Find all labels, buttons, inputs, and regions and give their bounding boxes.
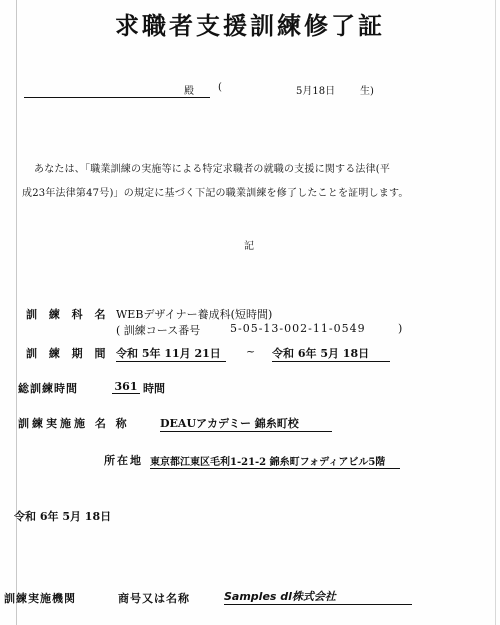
birth-close-paren: 生) — [360, 86, 374, 97]
salutation-text: 殿 — [184, 86, 194, 97]
body-line-1: あなたは、「職業訓練の実施等による特定求職者の就職の支援に関する法律(平 — [34, 164, 391, 175]
certificate-body — [22, 158, 474, 206]
page-edge-right — [495, 0, 496, 625]
birth-open-paren: ( — [218, 82, 222, 93]
org-label: 訓練実施機関 — [4, 592, 76, 605]
period-separator: ~ — [246, 345, 256, 358]
period-label: 訓 練 期 間 — [26, 347, 110, 360]
facility-name: DEAUアカデミー 錦糸町校 — [160, 415, 332, 432]
hours-value: 361 — [112, 380, 140, 394]
course-number: 5-05-13-002-11-0549 — [230, 322, 366, 335]
course-name: WEBデザイナー養成科(短時間) — [116, 308, 273, 321]
course-number-close: ) — [398, 322, 403, 335]
certificate-title: 求職者支援訓練修了証 — [115, 11, 385, 40]
hours-unit: 時間 — [143, 382, 165, 395]
address-value: 東京都江東区毛利1-21-2 錦糸町フォディアビル5階 — [150, 453, 400, 469]
period-start: 令和 5年 11月 21日 — [116, 345, 226, 362]
ki-marker: 記 — [244, 241, 254, 252]
org-name: Samples dl株式会社 — [224, 588, 412, 605]
address-label: 所在地 — [104, 454, 143, 467]
course-label: 訓 練 科 名 — [26, 308, 110, 321]
facility-label: 訓練実施施 名 称 — [18, 417, 130, 430]
hours-label: 総訓練時間 — [18, 382, 78, 395]
page-edge-left — [16, 0, 17, 625]
course-number-label: ( 訓練コース番号 — [116, 324, 201, 337]
recipient-name-line — [24, 97, 210, 98]
period-end: 令和 6年 5月 18日 — [272, 345, 390, 362]
issue-date: 令和 6年 5月 18日 — [14, 510, 112, 523]
birth-date: 5月18日 — [296, 86, 336, 97]
org-sub-label: 商号又は名称 — [118, 592, 190, 605]
body-line-2: 成23年法律第47号)」の規定に基づく下記の職業訓練を修了したことを証明します。 — [22, 188, 409, 199]
